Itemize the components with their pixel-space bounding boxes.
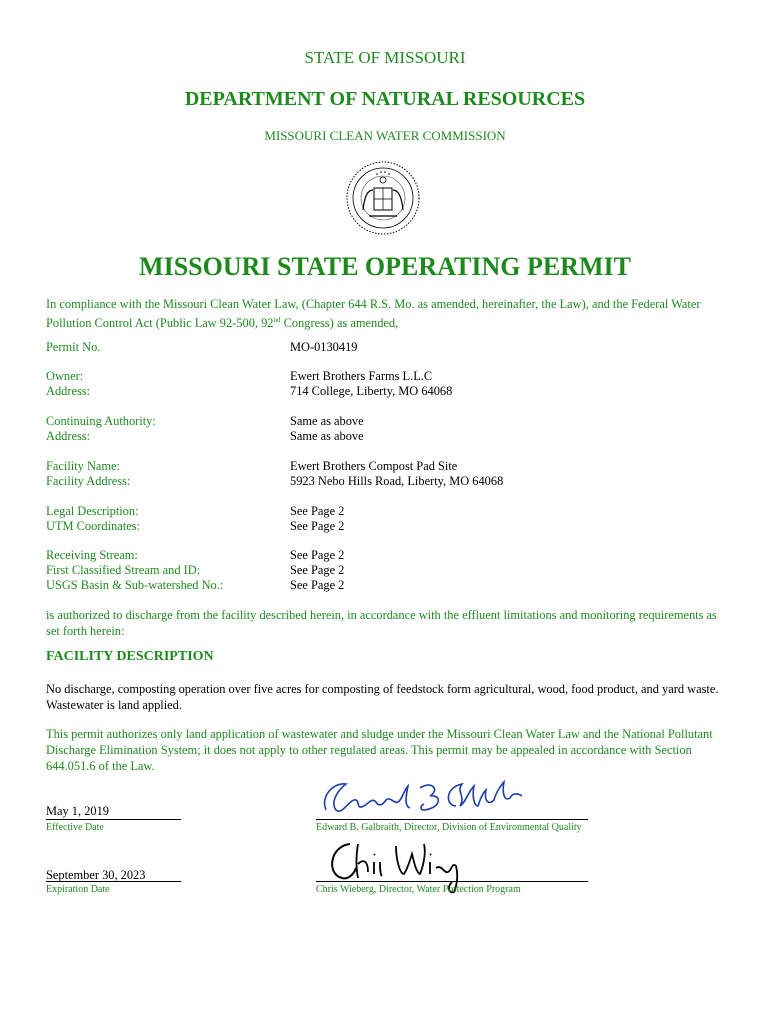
facility-name-label: Facility Name: (46, 459, 120, 473)
continuing-authority-value: Same as above (290, 414, 364, 428)
signer-2-title: Chris Wieberg, Director, Water Protection Program (316, 884, 521, 895)
continuing-authority-address-label: Address: (46, 429, 91, 443)
utm-coordinates-label: UTM Coordinates: (46, 519, 140, 533)
expiration-date-label: Expiration Date (46, 884, 110, 895)
signature-line-2 (316, 881, 588, 882)
signer-1-title: Edward B. Galbraith, Director, Division of Environmental Quality (316, 822, 582, 833)
commission-heading: MISSOURI CLEAN WATER COMMISSION (264, 128, 506, 143)
usgs-basin-label: USGS Basin & Sub-watershed No.: (46, 578, 224, 592)
facility-name-value: Ewert Brothers Compost Pad Site (290, 459, 458, 473)
utm-coordinates-value: See Page 2 (290, 519, 345, 533)
expiration-date: September 30, 2023 (46, 868, 146, 882)
signature-line-1 (316, 819, 588, 820)
owner-label: Owner: (46, 369, 84, 383)
effective-date-label: Effective Date (46, 822, 104, 833)
facility-description-text: No discharge, composting operation over five acres for composting of feedstock form agricultural, wood, food product, and yard waste. Wastewater is land applied. (46, 682, 719, 712)
owner-address-value: 714 College, Liberty, MO 64068 (290, 384, 453, 398)
compliance-intro: In compliance with the Missouri Clean Water Law, (Chapter 644 R.S. Mo. as amended, hereinafter, the Law), and the Federal Water Pollution Control Act (Public Law 92-500, 92nd Congress) as amended, (46, 297, 701, 331)
permit-no-label: Permit No. (46, 340, 101, 354)
permit-notice: This permit authorizes only land application of wastewater and sludge under the Missouri Clean Water Law and the National Pollutant Discharge Elimination System; it does not apply to other regulated areas. This permit may be appealed in accordance with Section 644.051.6 of the Law. (46, 727, 713, 773)
signature-galbraith (316, 776, 536, 822)
first-classified-stream-value: See Page 2 (290, 563, 345, 577)
first-classified-stream-label: First Classified Stream and ID: (46, 563, 201, 577)
continuing-authority-address-value: Same as above (290, 429, 364, 443)
effective-date: May 1, 2019 (46, 804, 109, 818)
receiving-stream-value: See Page 2 (290, 548, 345, 562)
owner-value: Ewert Brothers Farms L.L.C (290, 369, 433, 383)
receiving-stream-label: Receiving Stream: (46, 548, 138, 562)
missouri-state-seal-icon (345, 160, 421, 236)
permit-title: MISSOURI STATE OPERATING PERMIT (139, 252, 631, 281)
permit-no-value: MO-0130419 (290, 340, 358, 354)
facility-address-label: Facility Address: (46, 474, 131, 488)
legal-description-value: See Page 2 (290, 504, 345, 518)
effective-date-line (46, 819, 181, 820)
state-heading: STATE OF MISSOURI (304, 48, 466, 67)
continuing-authority-label: Continuing Authority: (46, 414, 156, 428)
authorization-statement: is authorized to discharge from the facility described herein, in accordance with the effluent limitations and monitoring requirements as set forth herein: (46, 608, 717, 638)
facility-description-heading: FACILITY DESCRIPTION (46, 649, 214, 664)
facility-address-value: 5923 Nebo Hills Road, Liberty, MO 64068 (290, 474, 504, 488)
legal-description-label: Legal Description: (46, 504, 139, 518)
expiration-date-line (46, 881, 181, 882)
owner-address-label: Address: (46, 384, 91, 398)
department-heading: DEPARTMENT OF NATURAL RESOURCES (184, 88, 586, 110)
usgs-basin-value: See Page 2 (290, 578, 345, 592)
